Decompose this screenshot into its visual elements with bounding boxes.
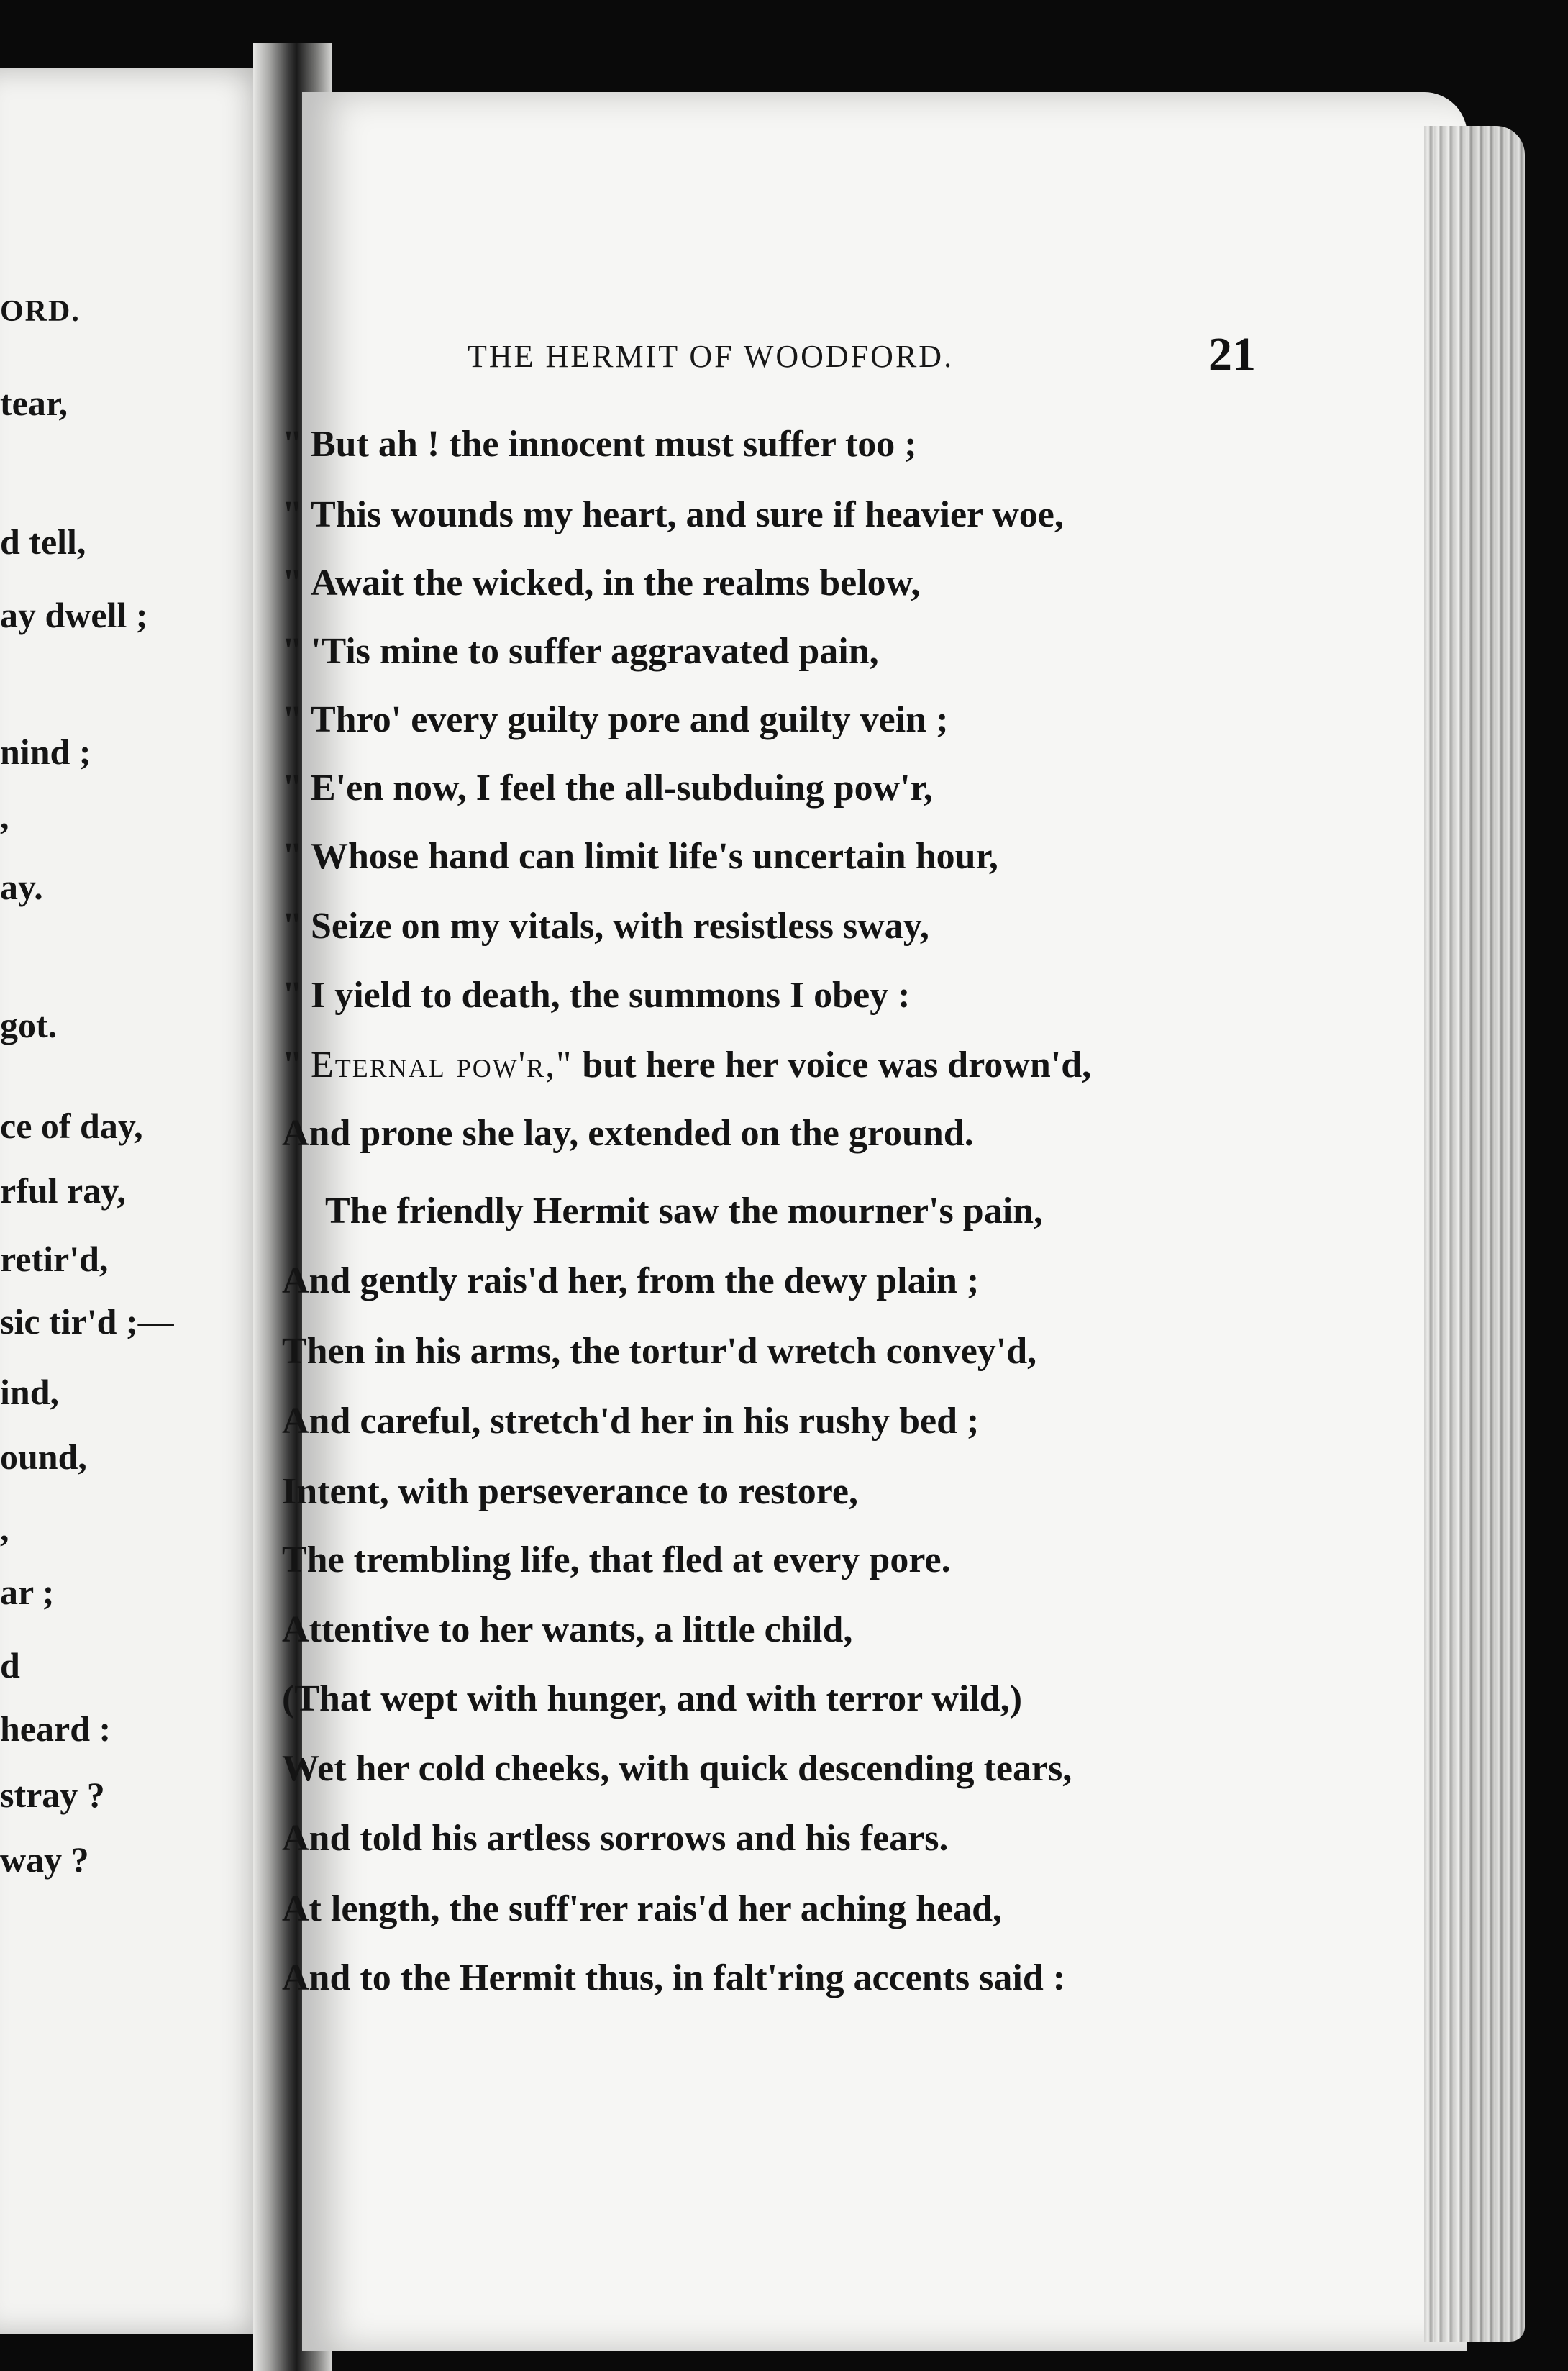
page-edges (1424, 126, 1525, 2342)
left-fragment: ind, (0, 1372, 60, 1412)
left-fragment: ay dwell ; (0, 595, 148, 635)
poem-line: " Seize on my vitals, with resistless sway, (282, 906, 929, 947)
left-fragment: ay. (0, 867, 43, 907)
left-fragment: tear, (0, 383, 68, 423)
poem-line: And to the Hermit thus, in falt'ring accents said : (282, 1957, 1066, 1998)
poem-line: " Await the wicked, in the realms below, (282, 563, 921, 604)
poem-line: Attentive to her wants, a little child, (282, 1609, 853, 1650)
left-fragment: ce of day, (0, 1106, 143, 1146)
left-fragment: d (0, 1645, 20, 1685)
left-fragment: sic tir'd ;— (0, 1301, 174, 1342)
poem-line: And careful, stretch'd her in his rushy bed ; (282, 1401, 980, 1442)
poem-line: " 'Tis mine to suffer aggravated pain, (282, 631, 879, 672)
poem-line: " Whose hand can limit life's uncertain hour, (282, 836, 998, 877)
left-fragment: ar ; (0, 1572, 55, 1612)
left-fragment: rful ray, (0, 1170, 126, 1211)
left-fragment: , (0, 796, 9, 837)
poem-line: " I yield to death, the summons I obey : (282, 975, 911, 1016)
poem-line: And told his artless sorrows and his fears. (282, 1818, 949, 1859)
left-fragment: retir'd, (0, 1239, 109, 1279)
poem-line: Intent, with perseverance to restore, (282, 1471, 858, 1512)
poem-line: " Thro' every guilty pore and guilty vein ; (282, 699, 949, 740)
poem-line: " This wounds my heart, and sure if heavier woe, (282, 494, 1064, 535)
left-fragment: heard : (0, 1708, 111, 1749)
page-number: 21 (1208, 328, 1256, 381)
running-head: THE HERMIT OF WOODFORD. (468, 339, 954, 374)
poem-line: " E'en now, I feel the all-subduing pow'r, (282, 768, 933, 809)
left-fragment: got. (0, 1005, 58, 1045)
poem-line: Then in his arms, the tortur'd wretch convey'd, (282, 1331, 1037, 1372)
poem-line: The friendly Hermit saw the mourner's pain, (325, 1191, 1044, 1232)
left-fragment: , (0, 1508, 9, 1549)
poem-line: Wet her cold cheeks, with quick descending tears, (282, 1748, 1072, 1789)
poem-line: " But ah ! the innocent must suffer too ; (282, 424, 917, 465)
left-fragment: ound, (0, 1437, 87, 1477)
left-fragment: way ? (0, 1839, 89, 1880)
poem-line: And prone she lay, extended on the ground. (282, 1113, 974, 1154)
left-fragment: ORD. (0, 295, 81, 328)
poem-line: (That wept with hunger, and with terror wild,) (282, 1678, 1023, 1719)
poem-line: At length, the suff'rer rais'd her aching head, (282, 1888, 1003, 1929)
left-fragment: nind ; (0, 732, 91, 772)
poem-line: And gently rais'd her, from the dewy plain ; (282, 1260, 980, 1301)
left-fragment: d tell, (0, 522, 86, 562)
left-fragment: stray ? (0, 1775, 105, 1815)
poem-line: The trembling life, that fled at every pore. (282, 1539, 951, 1580)
poem-line: " Eternal pow'r," but here her voice was drown'd, (282, 1045, 1092, 1086)
